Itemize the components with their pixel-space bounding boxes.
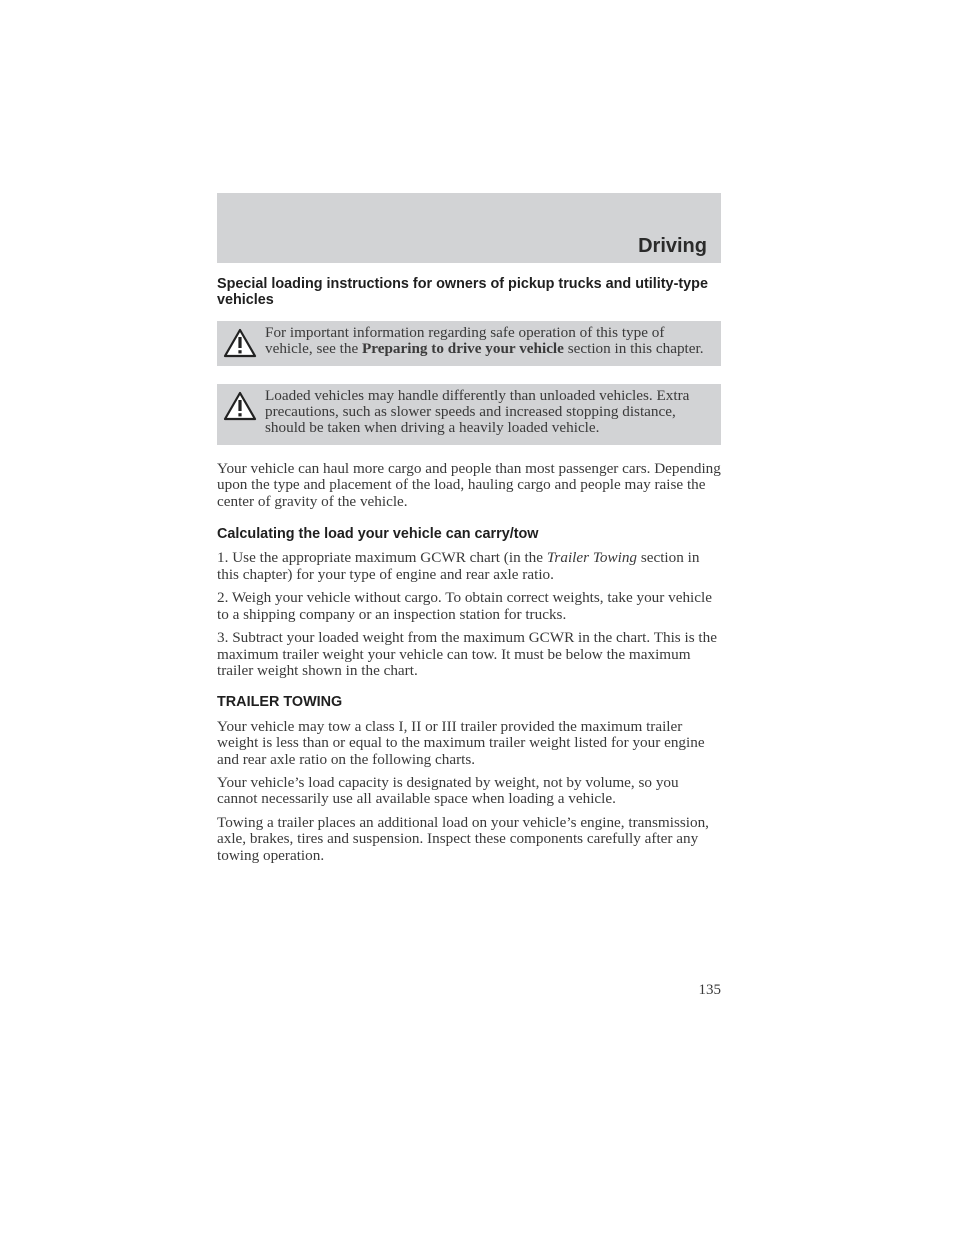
step-1 xyxy=(217,550,721,583)
section-header-band xyxy=(217,193,721,263)
page-content xyxy=(217,276,721,864)
warning-text-after: section in this chapter. xyxy=(563,340,704,358)
warning-triangle-icon xyxy=(223,328,257,358)
paragraph-trailer-class: Your vehicle may tow a class I, II or III trailer provided the maximum trailer weight is less than or equal to the maximum trailer weight listed for your engine and rear axle ratio on the following charts. xyxy=(217,717,705,768)
warning-text: Loaded vehicles may handle differently than unloaded vehicles. Extra precautions, such as slower speeds and increased stopping distance, should be taken when driving a heavily loaded vehicle. xyxy=(265,386,690,437)
warning-box-safe-operation xyxy=(217,321,721,366)
paragraph-towing-load: Towing a trailer places an additional load on your vehicle’s engine, transmission, axle, brakes, tires and suspension. Inspect these components carefully after any towing operation. xyxy=(217,813,709,864)
section-title: Driving xyxy=(638,235,707,257)
step-3: 3. Subtract your loaded weight from the maximum GCWR in the chart. This is the maximum trailer weight your vehicle can tow. It must be below the maximum trailer weight shown in the chart. xyxy=(217,629,717,679)
warning-text-before: For important information regarding safe operation of this type of vehicle, see the xyxy=(265,323,665,358)
warning-bold-reference: Preparing to drive your vehicle xyxy=(361,340,564,358)
step-1-italic-reference: Trailer Towing xyxy=(546,549,638,567)
heading-special-loading: Special loading instructions for owners of pickup trucks and utility-type vehicles xyxy=(217,276,708,309)
warning-triangle-icon xyxy=(223,391,257,421)
step-1-text-before: 1. Use the appropriate maximum GCWR chart (in the xyxy=(217,549,547,567)
heading-trailer-towing: TRAILER TOWING xyxy=(217,694,343,711)
step-2: 2. Weigh your vehicle without cargo. To obtain correct weights, take your vehicle to a shipping company or an inspection station for trucks. xyxy=(217,589,712,623)
paragraph-load-capacity: Your vehicle’s load capacity is designated by weight, not by volume, so you cannot necessarily use all available space when loading a vehicle. xyxy=(217,773,679,808)
heading-calculating-load: Calculating the load your vehicle can carry/tow xyxy=(217,526,539,543)
step-1-text-after: section in this chapter) for your type of engine and rear axle ratio. xyxy=(217,549,700,583)
paragraph-haul-cargo: Your vehicle can haul more cargo and people than most passenger cars. Depending upon the type and placement of the load, hauling cargo and people may raise the center of gravity of the vehicle. xyxy=(217,459,721,510)
warning-box-loaded-vehicles xyxy=(217,384,721,445)
page-number: 135 xyxy=(698,982,721,998)
